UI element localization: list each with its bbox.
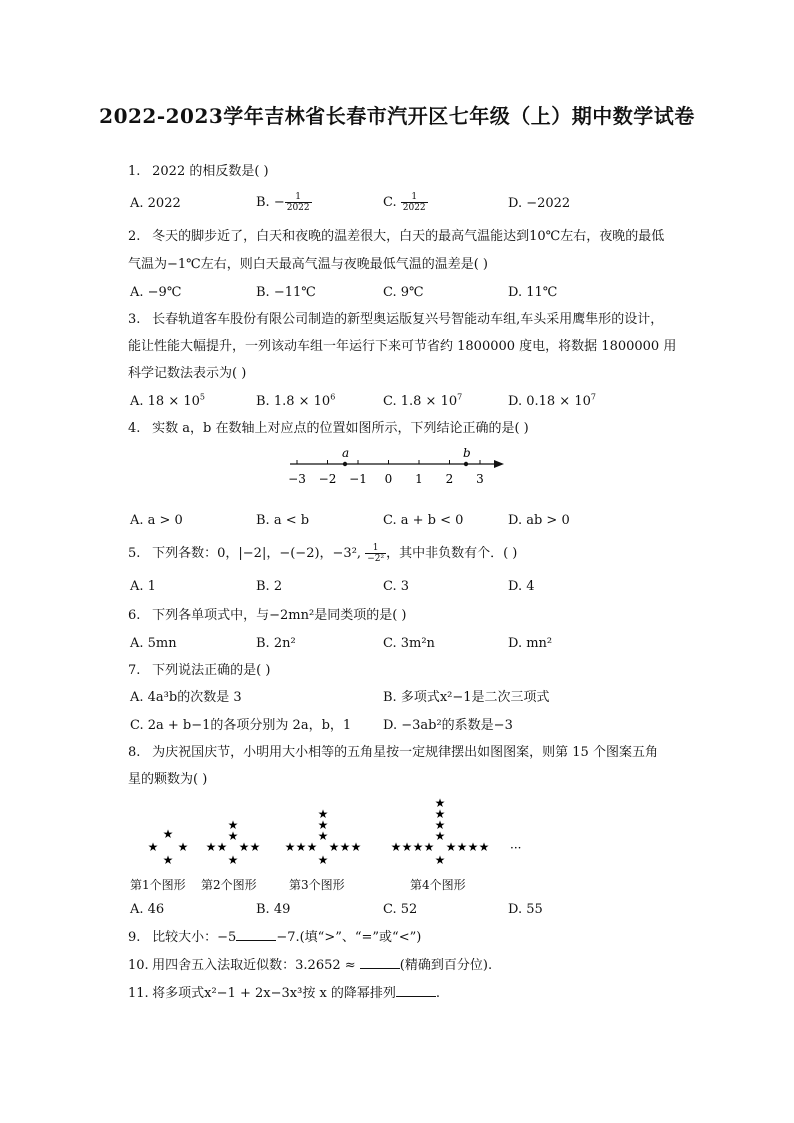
answer-blank[interactable] [360, 956, 400, 969]
answer-blank[interactable] [396, 984, 436, 997]
option-text: A. 18 × 10 [130, 394, 200, 409]
figure-label-3: 第3个图形 [289, 878, 345, 892]
question-line: 为庆祝国庆节，小明用大小相等的五角星按一定规律摆出如图图案，则第 15 个图案五角 [152, 745, 658, 760]
question-stem: 2022 的相反数是( ) [152, 164, 269, 179]
question-1 [128, 162, 269, 182]
q2-option-d: D. 11℃ [508, 285, 558, 300]
q1-option-b [256, 192, 312, 213]
tick-label: −2 [318, 472, 337, 486]
star-icon: ★ [227, 829, 239, 843]
figure-label-1: 第1个图形 [130, 878, 186, 892]
q8-option-a: A. 46 [130, 902, 165, 917]
answer-blank[interactable] [236, 928, 276, 941]
option-text: C. 1.8 × 10 [383, 394, 458, 409]
question-text-pre: 比较大小：−5 [152, 930, 237, 945]
fraction [285, 192, 312, 213]
arrow-head-icon [494, 460, 504, 468]
star-icon: ★ [306, 840, 318, 854]
question-9 [128, 928, 421, 948]
star-icon: ★ [434, 796, 446, 810]
tick-label: 1 [415, 472, 423, 486]
question-text-post: . [435, 986, 441, 1001]
star-icon: ★ [205, 840, 217, 854]
question-number: 2. [128, 229, 141, 244]
star-icon: ★ [390, 840, 402, 854]
star-icon: ★ [423, 840, 435, 854]
q4-option-d: D. ab > 0 [508, 513, 570, 528]
q3-option-b [256, 392, 335, 412]
question-number: 11. [128, 986, 149, 1001]
question-2-line-2: 气温为−1℃左右，则白天最高气温与夜晚最低气温的温差是( ) [128, 257, 488, 272]
question-text-post: (精确到百分位). [399, 958, 493, 973]
q3-option-a [130, 392, 205, 412]
q2-option-a: A. −9℃ [130, 285, 182, 300]
question-4 [128, 419, 529, 439]
star-icon: ★ [478, 840, 490, 854]
q5-option-a: A. 1 [130, 579, 156, 594]
q3-option-c [383, 392, 462, 412]
star-icon: ★ [445, 840, 457, 854]
question-3-line-2: 能让性能大幅提升，一列该动车组一年运行下来可节省约 1800000 度电，将数据 1800000 用 [128, 339, 677, 354]
question-number: 9. [128, 930, 141, 945]
star-icon: ★ [467, 840, 479, 854]
question-number: 8. [128, 745, 141, 760]
star-icon: ★ [401, 840, 413, 854]
question-6 [128, 606, 407, 626]
star-icon: ★ [249, 840, 261, 854]
denominator: −2² [367, 554, 385, 564]
question-number: 10. [128, 958, 149, 973]
question-number: 7. [128, 663, 141, 678]
q6-option-b: B. 2n² [256, 636, 296, 651]
question-5 [128, 543, 517, 564]
star-pattern [148, 796, 490, 867]
numerator: 1 [372, 543, 379, 553]
ellipsis: ··· [510, 841, 522, 855]
q4-option-c: C. a + b < 0 [383, 513, 464, 528]
question-stem: 下列各单项式中，与−2mn²是同类项的是( ) [152, 608, 407, 623]
q8-option-b: B. 49 [256, 902, 291, 917]
number-line [288, 446, 518, 486]
question-11 [128, 984, 440, 1004]
question-2 [128, 227, 664, 247]
question-line: 长春轨道客车股份有限公司制造的新型奥运版复兴号智能动车组,车头采用鹰隼形的设计， [152, 312, 664, 327]
star-icon: ★ [238, 840, 250, 854]
question-3-line-3: 科学记数法表示为( ) [128, 366, 247, 381]
q8-option-c: C. 52 [383, 902, 418, 917]
q7-option-a: A. 4a³b的次数是 3 [130, 690, 242, 705]
tick-label: 3 [476, 472, 484, 486]
star-icon: ★ [295, 840, 307, 854]
star-icon: ★ [412, 840, 424, 854]
fraction [401, 192, 428, 213]
q4-option-a: A. a > 0 [130, 513, 183, 528]
exponent: 5 [199, 392, 205, 402]
point-b-label: b [463, 446, 471, 460]
numerator: 1 [295, 192, 302, 202]
question-3 [128, 310, 663, 330]
exponent: 6 [330, 392, 336, 402]
star-icon: ★ [227, 853, 239, 867]
q5-option-d: D. 4 [508, 579, 535, 594]
star-icon: ★ [216, 840, 228, 854]
q6-option-d: D. mn² [508, 636, 553, 651]
star-icon: ★ [434, 807, 446, 821]
q3-option-d [508, 392, 596, 412]
star-icon: ★ [162, 853, 174, 867]
star-pattern-figure [140, 790, 540, 870]
q5-option-b: B. 2 [256, 579, 283, 594]
question-8 [128, 743, 658, 763]
star-icon: ★ [317, 829, 329, 843]
option-text: B. 1.8 × 10 [256, 394, 331, 409]
point-b-dot [464, 462, 468, 466]
q6-option-c: C. 3m²n [383, 636, 435, 651]
question-10 [128, 956, 492, 976]
q8-option-d: D. 55 [508, 902, 543, 917]
fraction [365, 543, 386, 564]
tick-label: 2 [445, 472, 454, 486]
star-icon: ★ [317, 853, 329, 867]
denominator: 2022 [402, 203, 426, 213]
star-icon: ★ [328, 840, 340, 854]
star-icon: ★ [317, 818, 329, 832]
star-icon: ★ [227, 818, 239, 832]
star-icon: ★ [434, 829, 446, 843]
tick-label: 0 [384, 472, 393, 486]
question-stem: 实数 a，b 在数轴上对应点的位置如图所示，下列结论正确的是( ) [152, 421, 529, 436]
question-number: 4. [128, 421, 141, 436]
option-prefix: C. [383, 195, 401, 210]
question-number: 5. [128, 546, 141, 561]
question-number: 1. [128, 164, 141, 179]
figure-label-2: 第2个图形 [201, 878, 257, 892]
question-text-pre: 将多项式x²−1 + 2x−3x³按 x 的降幂排列 [152, 986, 396, 1001]
star-icon: ★ [177, 840, 189, 854]
question-number: 6. [128, 608, 141, 623]
denominator: 2022 [286, 203, 310, 213]
star-icon: ★ [317, 807, 329, 821]
q5-option-c: C. 3 [383, 579, 410, 594]
question-number: 3. [128, 312, 141, 327]
exponent: 7 [457, 392, 463, 402]
star-icon: ★ [339, 840, 351, 854]
question-line: 冬天的脚步近了，白天和夜晚的温差很大，白天的最高气温能达到10℃左右，夜晚的最低 [152, 229, 665, 244]
q1-option-a: A. 2022 [130, 196, 181, 211]
question-stem: 下列说法正确的是( ) [152, 663, 271, 678]
question-text-post: −7.(填“>”、“=”或“<”) [276, 930, 422, 945]
star-icon: ★ [284, 840, 296, 854]
q4-option-b: B. a < b [256, 513, 310, 528]
q7-option-b: B. 多项式x²−1是二次三项式 [383, 690, 550, 705]
tick-label: −1 [349, 472, 367, 486]
q2-option-c: C. 9℃ [383, 285, 424, 300]
question-stem-pre: 下列各数：0，|−2|，−(−2)，−3², [152, 546, 366, 561]
tick-label: −3 [288, 472, 306, 486]
q7-option-d: D. −3ab²的系数是−3 [383, 718, 513, 733]
figure-label-4: 第4个图形 [410, 878, 466, 892]
option-text: D. 0.18 × 10 [508, 394, 591, 409]
q1-option-d: D. −2022 [508, 196, 571, 211]
q1-option-c [383, 192, 428, 213]
exam-title: 2022-2023学年吉林省长春市汽开区七年级（上）期中数学试卷 [99, 104, 695, 128]
point-a-dot [343, 462, 347, 466]
question-text-pre: 用四舍五入法取近似数：3.2652 ≈ [152, 958, 360, 973]
question-8-line-2: 星的颗数为( ) [128, 772, 208, 787]
star-icon: ★ [434, 853, 446, 867]
q2-option-b: B. −11℃ [256, 285, 316, 300]
question-stem-post: ，其中非负数有个．( ) [386, 546, 518, 561]
numerator: 1 [411, 192, 418, 202]
star-icon: ★ [350, 840, 362, 854]
point-a-label: a [342, 446, 350, 460]
star-icon: ★ [456, 840, 468, 854]
star-icon: ★ [434, 818, 446, 832]
option-prefix: B. − [256, 195, 285, 210]
q6-option-a: A. 5mn [130, 636, 177, 651]
question-7 [128, 661, 270, 681]
exponent: 7 [590, 392, 596, 402]
star-icon: ★ [147, 840, 159, 854]
q7-option-c: C. 2a + b−1的各项分别为 2a，b，1 [130, 718, 352, 733]
star-icon: ★ [162, 827, 174, 841]
